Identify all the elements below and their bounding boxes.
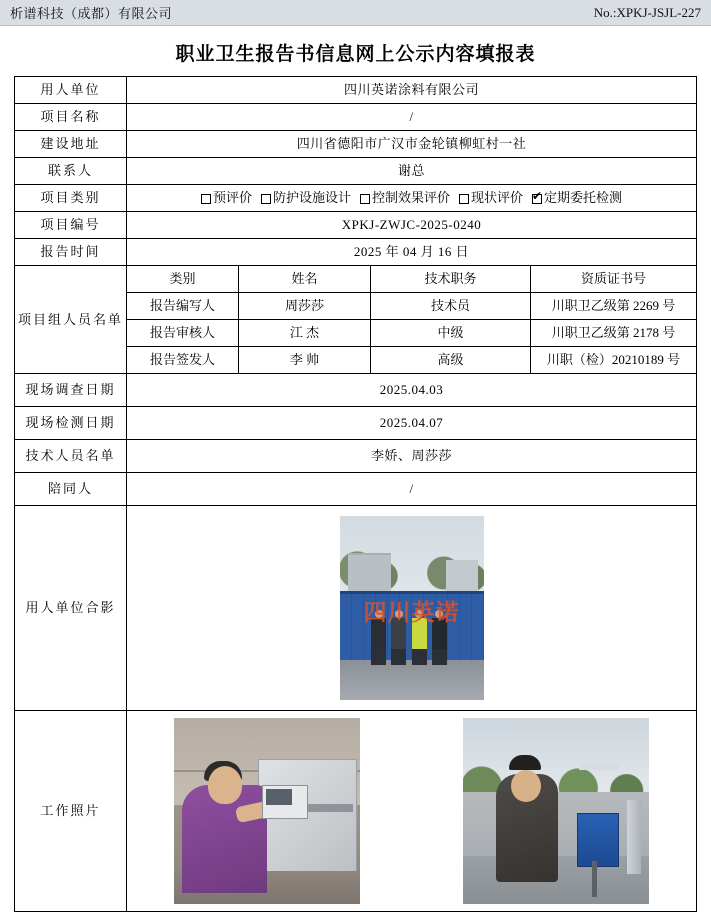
photo-person-head <box>511 770 541 802</box>
test-date-value: 2025.04.07 <box>127 407 697 440</box>
photo-building-secondary <box>446 560 478 593</box>
table-row-project-number <box>15 212 697 239</box>
project-name-value: / <box>127 104 697 131</box>
table-row-contact <box>15 158 697 185</box>
category-checkbox-row <box>130 189 693 207</box>
table-row-employer <box>15 77 697 104</box>
header-doc-number: No.:XPKJ-JSJL-227 <box>593 4 701 20</box>
work-photo-pair <box>130 713 693 909</box>
photo-device-screen <box>266 789 292 805</box>
contact-value: 谢总 <box>127 158 697 185</box>
employer-value: 四川英诺涂料有限公司 <box>127 77 697 104</box>
team-header-certificate: 资质证书号 <box>531 266 697 293</box>
tech-staff-label: 技术人员名单 <box>15 440 127 473</box>
category-label: 项目类别 <box>15 185 127 212</box>
group-photo-image <box>340 516 484 700</box>
header-company-name: 析谱科技（成都）有限公司 <box>10 6 173 21</box>
address-value: 四川省德阳市广汉市金轮镇柳虹村一社 <box>127 131 697 158</box>
team-position: 技术员 <box>371 293 531 320</box>
team-header-position: 技术职务 <box>371 266 531 293</box>
photo-machine <box>258 759 357 884</box>
team-header-name: 姓名 <box>239 266 371 293</box>
survey-date-value: 2025.04.03 <box>127 374 697 407</box>
work-photo-image-1 <box>174 718 360 904</box>
team-header-category: 类别 <box>127 266 239 293</box>
team-role: 报告签发人 <box>127 347 239 374</box>
work-photo-cell <box>127 711 697 912</box>
photo-sampling-box-top <box>579 764 619 770</box>
report-time-label: 报告时间 <box>15 239 127 266</box>
photo-pipe <box>627 800 641 874</box>
photo-sampling-box <box>577 813 619 867</box>
photo-fence-top <box>340 591 484 594</box>
escort-value: / <box>127 473 697 506</box>
checkbox-option-protective-design[interactable] <box>261 189 351 207</box>
table-row-group-photo <box>15 506 697 711</box>
table-row-report-time <box>15 239 697 266</box>
test-date-label: 现场检测日期 <box>15 407 127 440</box>
photo-building <box>348 553 391 595</box>
checkbox-label: 控制效果评价 <box>371 190 450 206</box>
checkbox-label: 防护设施设计 <box>272 190 351 206</box>
employer-label: 用人单位 <box>15 77 127 104</box>
team-role: 报告编写人 <box>127 293 239 320</box>
contact-label: 联系人 <box>15 158 127 185</box>
team-certificate: 川职卫乙级第 2269 号 <box>531 293 697 320</box>
escort-label: 陪同人 <box>15 473 127 506</box>
group-photo-label: 用人单位合影 <box>15 506 127 711</box>
table-row-address <box>15 131 697 158</box>
project-number-value: XPKJ-ZWJC-2025-0240 <box>127 212 697 239</box>
team-label: 项目组人员名单 <box>15 266 127 374</box>
table-row-tech-staff <box>15 440 697 473</box>
checkbox-checked-icon[interactable] <box>532 194 542 204</box>
page-title: 职业卫生报告书信息网上公示内容填报表 <box>175 44 536 65</box>
checkbox-icon[interactable] <box>360 194 370 204</box>
team-role: 报告审核人 <box>127 320 239 347</box>
checkbox-icon[interactable] <box>261 194 271 204</box>
photo-watermark-text: 四川英诺 <box>363 599 460 625</box>
form-table-wrapper <box>0 76 711 912</box>
team-name: 江 杰 <box>239 320 371 347</box>
photo-ground <box>340 660 484 700</box>
photo-person-head <box>208 766 242 804</box>
checkbox-label: 现状评价 <box>471 190 524 206</box>
report-form-table <box>14 76 697 912</box>
report-time-value: 2025 年 04 月 16 日 <box>127 239 697 266</box>
team-certificate: 川职（检）20210189 号 <box>531 347 697 374</box>
team-position: 中级 <box>371 320 531 347</box>
team-name: 李 帅 <box>239 347 371 374</box>
table-row-category <box>15 185 697 212</box>
address-label: 建设地址 <box>15 131 127 158</box>
document-header <box>0 0 711 26</box>
checkbox-label: 预评价 <box>212 190 252 206</box>
team-name: 周莎莎 <box>239 293 371 320</box>
photo-person-hair <box>509 755 541 770</box>
table-row-project-name <box>15 104 697 131</box>
table-row-survey-date <box>15 374 697 407</box>
work-photo-label: 工作照片 <box>15 711 127 912</box>
checkbox-option-status-evaluation[interactable] <box>459 189 523 207</box>
table-row-test-date <box>15 407 697 440</box>
checkbox-option-control-effect[interactable] <box>360 189 450 207</box>
work-photo-image-2 <box>463 718 649 904</box>
checkbox-icon[interactable] <box>201 194 211 204</box>
group-photo-cell <box>127 506 697 711</box>
survey-date-label: 现场调查日期 <box>15 374 127 407</box>
table-row-escort <box>15 473 697 506</box>
team-certificate: 川职卫乙级第 2178 号 <box>531 320 697 347</box>
category-options-cell <box>127 185 697 212</box>
checkbox-label: 定期委托检测 <box>544 190 623 206</box>
tech-staff-value: 李娇、周莎莎 <box>127 440 697 473</box>
team-position: 高级 <box>371 347 531 374</box>
project-number-label: 项目编号 <box>15 212 127 239</box>
checkbox-option-periodic-testing[interactable] <box>532 189 622 207</box>
table-row-team-header <box>15 266 697 293</box>
project-name-label: 项目名称 <box>15 104 127 131</box>
photo-tripod <box>592 861 597 897</box>
checkbox-icon[interactable] <box>459 194 469 204</box>
table-row-work-photos <box>15 711 697 912</box>
photo-measuring-device <box>262 785 308 819</box>
checkbox-option-pre-evaluation[interactable] <box>201 189 252 207</box>
